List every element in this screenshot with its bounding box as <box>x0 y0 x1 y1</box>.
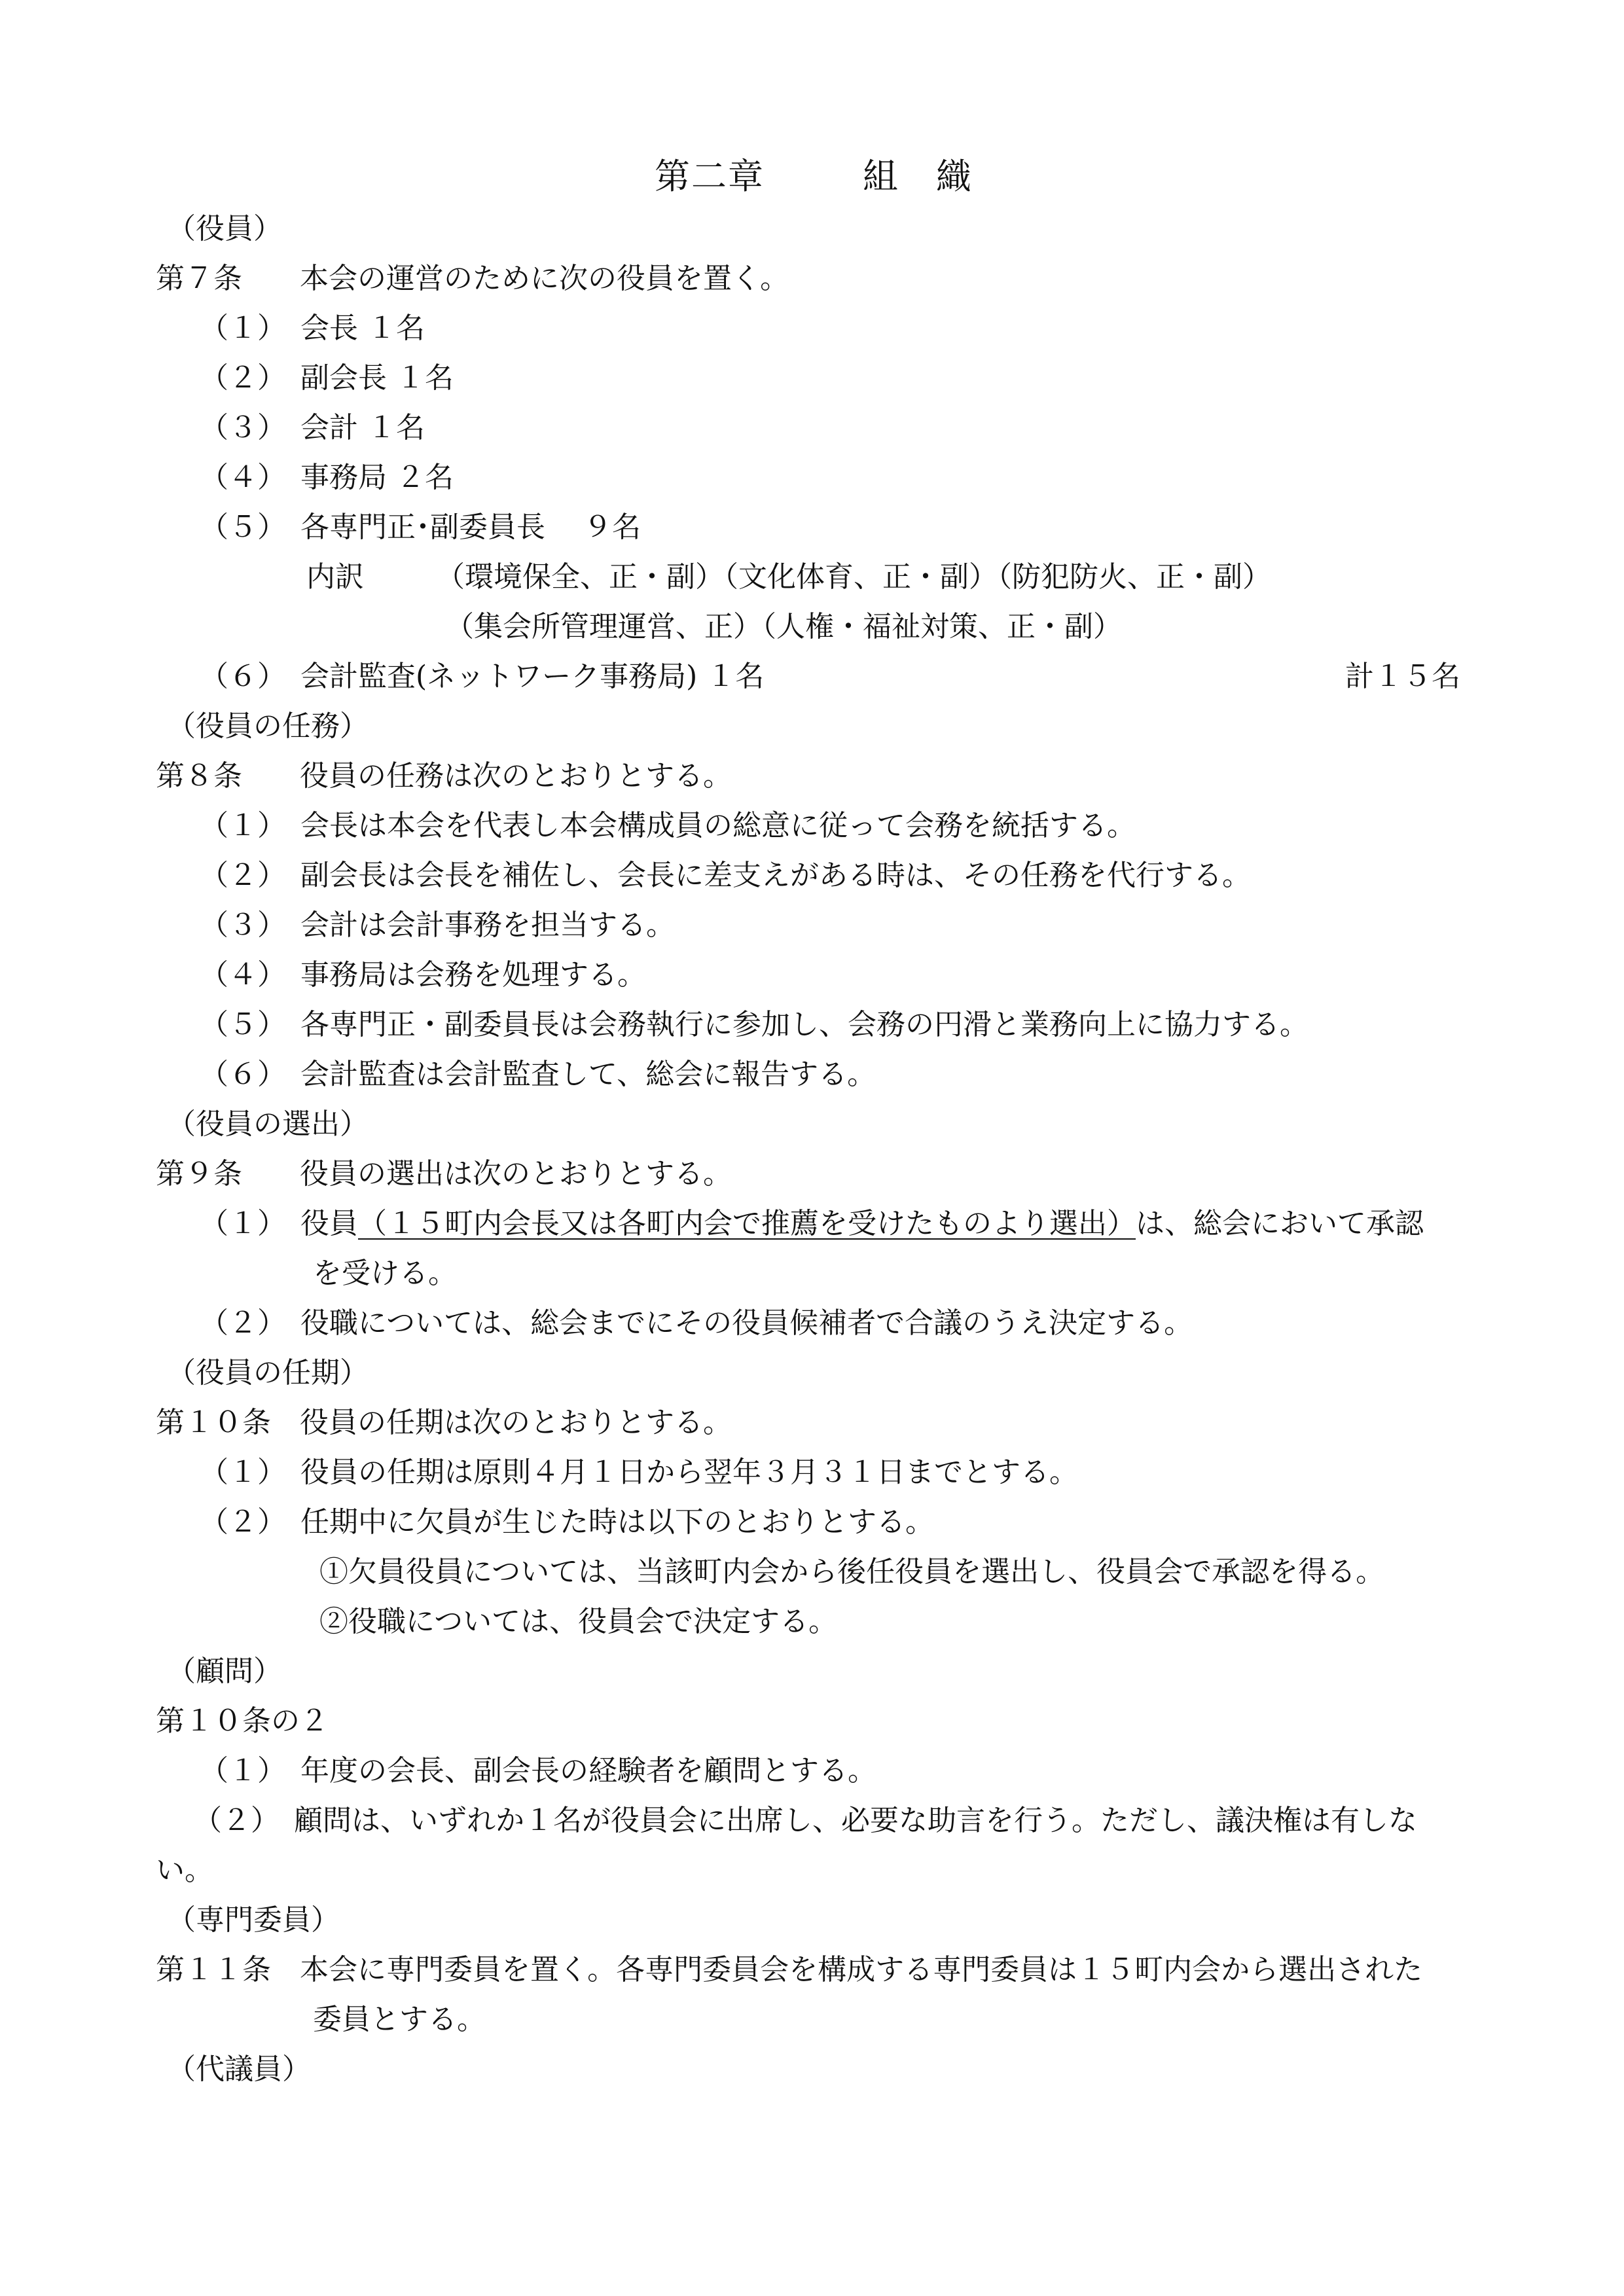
article-8-item-3: （３） 会計は会計事務を担当する。 <box>200 908 675 942</box>
article-9-item-1-suffix: は、総会において承認 <box>1136 1207 1424 1240</box>
article-9-item-2: （２） 役職については、総会までにその役員候補者で合議のうえ決定する。 <box>200 1306 1193 1340</box>
article-8-item-6: （６） 会計監査は会計監査して、総会に報告する。 <box>200 1058 876 1091</box>
article-10-2-item-2: （２） 顧問は、いずれか１名が役員会に出席し、必要な助言を行う。ただし、議決権は有しな <box>193 1804 1417 1837</box>
article-8-item-2: （２） 副会長は会長を補佐し、会長に差支えがある時は、その任務を代行する。 <box>200 859 1251 892</box>
section-heading-election: （役員の選出） <box>167 1107 369 1141</box>
article-10-2-item-2-continued: い。 <box>156 1854 213 1887</box>
article-8-item-4: （４） 事務局は会務を処理する。 <box>200 958 646 992</box>
article-10: 第１０条 役員の任期は次のとおりとする。 <box>156 1406 732 1439</box>
article-7-item-2: （２） 副会長 １名 <box>200 361 454 395</box>
section-heading-committee-members: （専門委員） <box>167 1903 340 1937</box>
article-9: 第９条 役員の選出は次のとおりとする。 <box>156 1157 732 1191</box>
section-heading-officers: （役員） <box>167 212 282 245</box>
article-10-2: 第１０条の２ <box>156 1704 329 1738</box>
article-7-breakdown-1: 内訳 （環境保全、正・副）（文化体育、正・副）（防犯防火、正・副） <box>306 560 1271 594</box>
chapter-name: 組 織 <box>863 156 973 197</box>
article-7-item-3: （３） 会計 １名 <box>200 411 425 444</box>
article-10-sub-2: ②役職については、役員会で決定する。 <box>319 1605 838 1638</box>
article-9-item-1-prefix: （１） 役員 <box>200 1207 358 1240</box>
article-8-item-5: （５） 各専門正・副委員長は会務執行に参加し、会務の円滑と業務向上に協力する。 <box>200 1008 1308 1041</box>
article-10-item-2: （２） 任期中に欠員が生じた時は以下のとおりとする。 <box>200 1505 934 1539</box>
article-7-item-5: （５） 各専門正･副委員長 ９名 <box>200 511 641 544</box>
section-heading-delegates: （代議員） <box>167 2053 311 2086</box>
section-heading-term: （役員の任期） <box>167 1356 369 1390</box>
section-heading-duties: （役員の任務） <box>167 709 369 743</box>
article-9-item-1-continued: を受ける。 <box>313 1257 457 1290</box>
article-11: 第１１条 本会に専門委員を置く。各専門委員会を構成する専門委員は１５町内会から選出された <box>156 1953 1423 1986</box>
article-7-item-1: （１） 会長 １名 <box>200 312 425 345</box>
article-7: 第７条 本会の運営のために次の役員を置く。 <box>156 262 789 295</box>
officer-total: 計１５名 <box>1345 660 1460 693</box>
article-8: 第８条 役員の任務は次のとおりとする。 <box>156 759 732 793</box>
article-10-item-1: （１） 役員の任期は原則４月１日から翌年３月３１日までとする。 <box>200 1456 1078 1489</box>
article-8-item-1: （１） 会長は本会を代表し本会構成員の総意に従って会務を統括する。 <box>200 809 1136 842</box>
article-7-item-6: （６） 会計監査(ネットワーク事務局) １名 <box>200 660 765 693</box>
article-9-item-1-underlined: （１５町内会長又は各町内会で推薦を受けたものより選出） <box>358 1207 1136 1240</box>
article-10-2-item-1: （１） 年度の会長、副会長の経験者を顧問とする。 <box>200 1754 876 1787</box>
article-11-continued: 委員とする。 <box>313 2003 486 2036</box>
section-heading-advisors: （顧問） <box>167 1655 282 1688</box>
article-10-sub-1: ①欠員役員については、当該町内会から後任役員を選出し、役員会で承認を得る。 <box>319 1555 1385 1588</box>
chapter-number: 第二章 <box>655 156 765 197</box>
chapter-title <box>655 156 973 198</box>
article-9-item-1 <box>200 1206 1424 1242</box>
article-7-breakdown-2: （集会所管理運営、正）（人権・福祉対策、正・副） <box>445 610 1122 643</box>
article-7-item-4: （４） 事務局 ２名 <box>200 461 454 494</box>
